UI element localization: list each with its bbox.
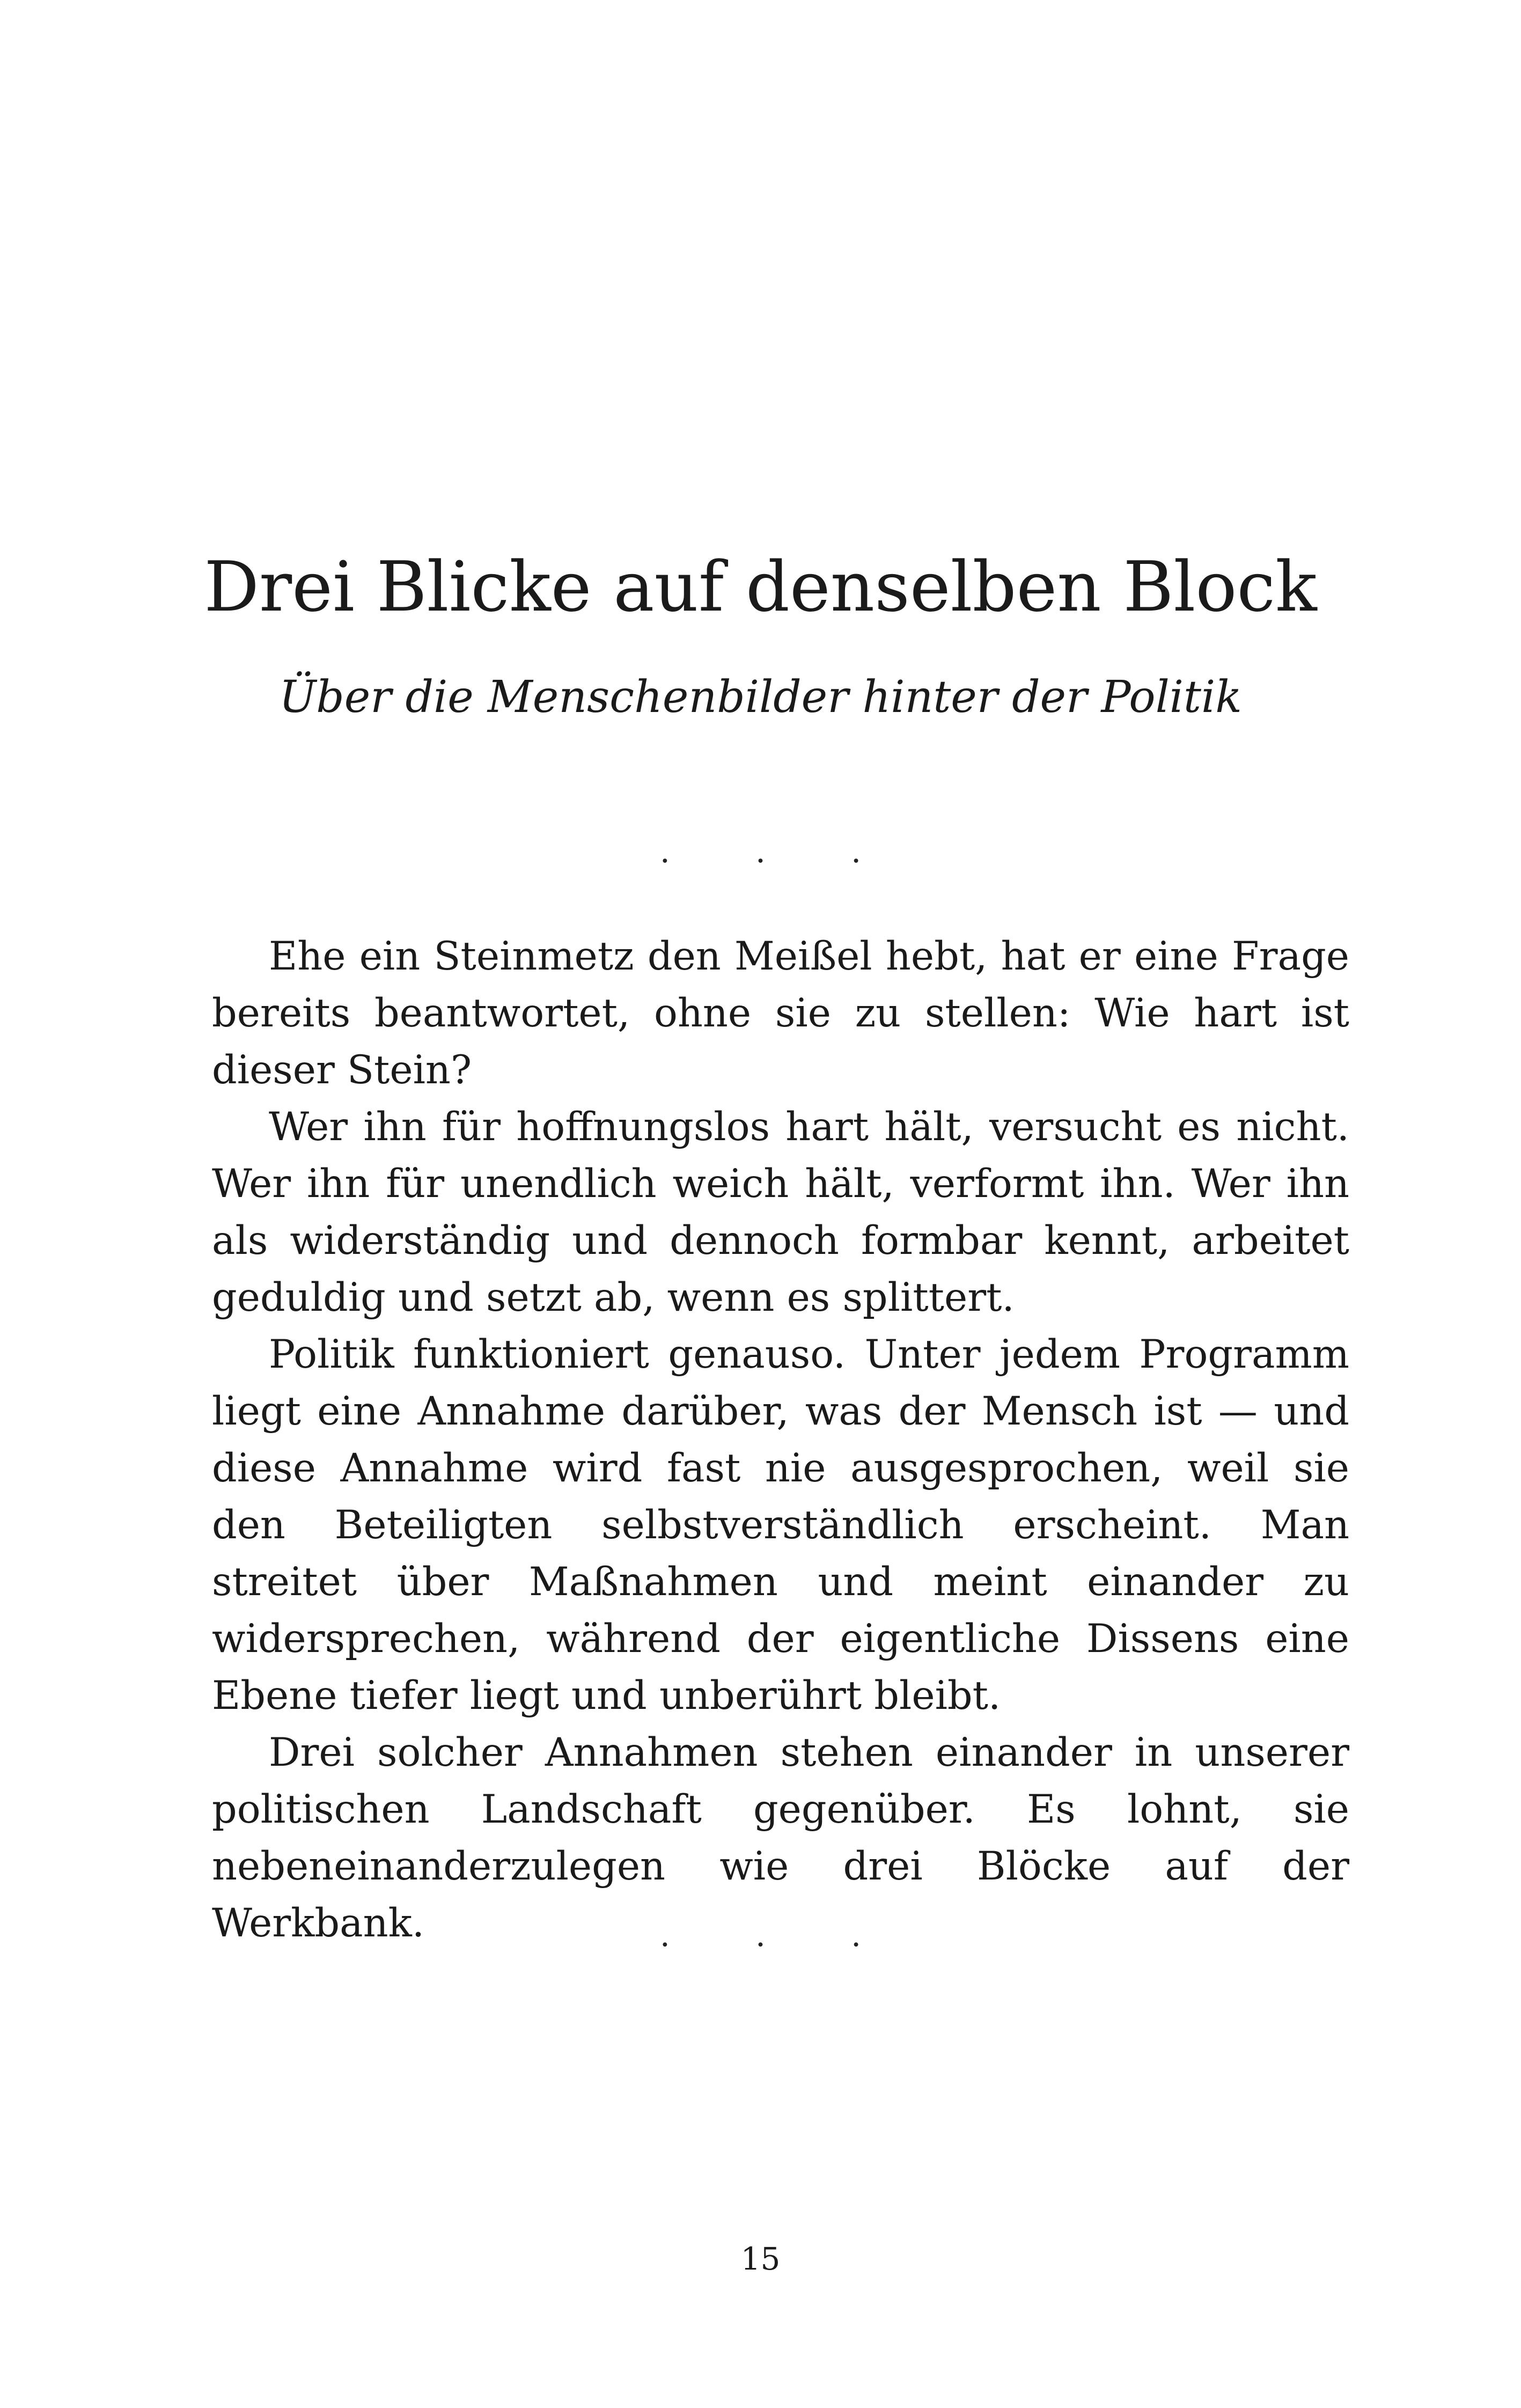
paragraph: Wer ihn für hoffnungslos hart hält, versucht es nicht. Wer ihn für unendlich weich hält, verformt ihn. Wer ihn als widerständig und dennoch formbar kennt, arbeitet geduldig und setzt ab, wenn es splittert. — [212, 1104, 1349, 1320]
paragraph: Ehe ein Steinmetz den Meißel hebt, hat er eine Frage bereits beantwortet, ohne sie zu stellen: Wie hart ist dieser Stein? — [212, 934, 1349, 1093]
section-divider-bottom: · · · — [659, 1926, 899, 1964]
page-number: 15 — [740, 2241, 781, 2277]
body-text — [212, 928, 1349, 1952]
chapter-subtitle: Über die Menschenbilder hinter der Politik — [279, 672, 1242, 723]
paragraph: Politik funktioniert genauso. Unter jedem Programm liegt eine Annahme darüber, was der Mensch ist — und diese Annahme wird fast nie ausgesprochen, weil sie den Beteiligten selbstverständlich erscheint. Man streitet über Maßnahmen und meint einander zu widersprechen, während der eigentliche Dissens eine Ebene tiefer liegt und unberührt bleibt. — [212, 1332, 1349, 1719]
section-divider-top: · · · — [659, 842, 899, 880]
chapter-title: Drei Blicke auf denselben Block — [204, 547, 1317, 627]
paragraph: Drei solcher Annahmen stehen einander in unserer politischen Landschaft gegenüber. Es lohnt, sie nebeneinanderzulegen wie drei Blöcke auf der Werkbank. — [212, 1730, 1349, 1946]
